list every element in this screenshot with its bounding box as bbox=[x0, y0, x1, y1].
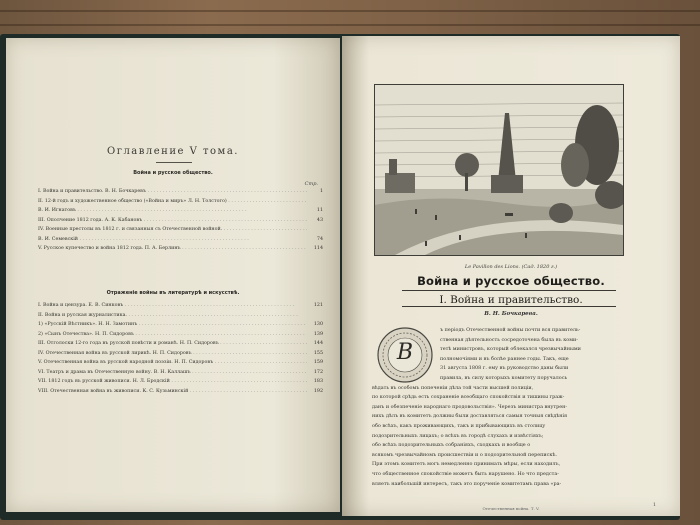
toc-entry-title: V. Русское купечество и война 1812 года. П. А. Берлинъ . . . bbox=[38, 245, 307, 253]
section-title: Отраженіе войны въ литературѣ и искусствѣ. bbox=[106, 290, 240, 296]
illustration-caption: Le Pavillon des Lions. (Сад. 1820 г.) bbox=[464, 264, 558, 270]
toc-entry-title: VII. 1812 годъ въ русской живописи. Н. Л. Бродскій . . . bbox=[38, 378, 307, 386]
right-page bbox=[342, 36, 680, 516]
body-text-line: ственная дѣятельность сосредоточена была въ коми- bbox=[440, 336, 578, 343]
toc-entry-page: 159 bbox=[313, 360, 323, 365]
wood-seam bbox=[0, 10, 700, 12]
toc-entry-page: 155 bbox=[313, 350, 323, 356]
toc-row bbox=[38, 236, 323, 244]
section-title: Война и русское общество. bbox=[133, 170, 213, 176]
main-title: Война и русское общество. bbox=[417, 274, 605, 288]
toc-entry-page: 130 bbox=[313, 322, 323, 327]
chapter-title: I. Война и правительство. bbox=[439, 294, 583, 306]
toc-row bbox=[38, 226, 323, 234]
ornament-rule bbox=[402, 306, 616, 307]
body-text-line: 31 августа 1808 г. ему въ руководство даны были bbox=[440, 365, 569, 372]
toc-entry-title: 2) «Сынъ Отечества». Н. П. Сидоровъ . . . bbox=[38, 331, 307, 339]
toc-title: Оглавление V тома. bbox=[107, 146, 239, 157]
toc-entry-page: 144 bbox=[313, 341, 323, 346]
body-text-line: подозрительныхъ лицахъ; о всѣхъ въ городѣ слухахъ и извѣстіяхъ; bbox=[372, 432, 544, 439]
toc-entry-title: VIII. Отечественная война въ живописи. К. С. Кузьминскій . . . bbox=[38, 388, 307, 396]
toc-entry-title: VI. Театръ и драма въ Отечественную войну. В. Н. Каллашъ . . . bbox=[38, 369, 307, 377]
body-text-line: обо всѣхъ, какъ проживающихъ, такъ и прибывающихъ въ столицу bbox=[372, 423, 546, 429]
body-text-line: данъ и обезпеченіе народнаго продовольствія». Черезъ министра внутрен- bbox=[372, 403, 568, 410]
toc-row bbox=[38, 245, 323, 253]
toc-entry-page: 183 bbox=[313, 379, 323, 384]
toc-row bbox=[38, 340, 323, 348]
toc-entry-page: 43 bbox=[316, 217, 323, 223]
chapter-author: В. Н. Бочкарева. bbox=[484, 311, 538, 317]
toc-entry-title: II. 12-й годъ и художественное общество («Война и миръ» Л. Н. Толстого) . . . bbox=[38, 198, 307, 206]
body-text-line: ъ періодъ Отечественной войны почти вся правитель- bbox=[440, 327, 581, 333]
toc-entry-title: В. И. Семевскій . . . bbox=[38, 236, 307, 244]
toc-entry-page: 114 bbox=[313, 246, 323, 251]
initial-letter: В bbox=[396, 340, 414, 365]
toc-row bbox=[38, 321, 323, 329]
toc-row bbox=[38, 359, 323, 367]
body-text-line: При этомъ комитетъ могъ немедленно принимать мѣры, если находилъ, bbox=[372, 461, 561, 468]
toc-entry-page: 192 bbox=[313, 388, 323, 394]
toc-entry-title: IV. Отечественная война въ русской лирикѣ. Н. П. Сидоровъ . . . bbox=[38, 350, 307, 358]
toc-entry-page: 74 bbox=[316, 236, 323, 242]
toc-entry-title: III. Отголоски 12-го года въ русской повѣсти и романѣ. Н. П. Сидоровъ . . . bbox=[38, 340, 307, 348]
body-text-line: правила, въ силу которыхъ комитету поручалось bbox=[440, 375, 568, 381]
toc-row bbox=[38, 369, 323, 377]
ornament-rule bbox=[402, 290, 616, 291]
page-column-label: Стр. bbox=[304, 181, 318, 187]
park-scene-icon bbox=[375, 85, 623, 255]
toc-entry-page: 172 bbox=[313, 369, 323, 375]
toc-entry-page: 1 bbox=[319, 189, 323, 194]
title-rule bbox=[156, 162, 192, 163]
toc-entry-title: II. Война и русская журналистика. . . . bbox=[38, 312, 307, 320]
toc-entry-page: 139 bbox=[313, 331, 323, 337]
toc-entry-title: IV. Военные престолы въ 1812 г. и связанныя съ Отечественной войной. . . . bbox=[38, 226, 307, 234]
left-page bbox=[6, 38, 340, 512]
toc-row bbox=[38, 188, 323, 196]
toc-entry-page: 121 bbox=[313, 303, 323, 308]
body-text-line: нихъ дѣлъ въ комитетъ должны были доставляться самыя точныя свѣдѣнія bbox=[372, 413, 568, 420]
body-text-line: полномочіями и въ болѣе раннее годы. Такъ, еще bbox=[440, 355, 569, 362]
body-text-line: обо всѣхъ подозрительныхъ собраніяхъ, сходкахъ и вообще о bbox=[372, 442, 531, 449]
body-text-line: всякомъ чрезвычайномъ происшествіи и о подозрительной перепискѣ. bbox=[372, 451, 557, 458]
page-footer: Отечественная война. Т. V. bbox=[482, 506, 540, 511]
toc-row bbox=[38, 388, 323, 396]
body-text-line: вляетъ наибольшій интересъ, такъ это порученіе комитетамъ права «ра- bbox=[372, 480, 562, 487]
toc-row bbox=[38, 198, 323, 206]
wood-seam bbox=[0, 24, 700, 26]
toc-row bbox=[38, 302, 323, 310]
toc-row bbox=[38, 350, 323, 358]
toc-row bbox=[38, 207, 323, 215]
body-text-line: что общественное спокойствіе можетъ быть нарушено. Но что предста- bbox=[372, 471, 559, 477]
toc-entry-title: В. И. Игнатовъ . . . bbox=[38, 207, 307, 215]
toc-entry-page: 11 bbox=[316, 208, 323, 213]
body-text-line: вѣдать въ особомъ попеченіи дѣла той части высшей полиціи, bbox=[372, 384, 534, 391]
toc-row bbox=[38, 312, 323, 320]
toc-entry-title: V. Отечественная война въ русской народной поэзіи. Н. П. Сидоровъ . . . bbox=[38, 359, 307, 367]
toc-row bbox=[38, 378, 323, 386]
toc-row bbox=[38, 331, 323, 339]
engraving-illustration bbox=[374, 84, 624, 256]
toc-entry-title: III. Ополчение 1812 года. А. К. Кабановъ . . . bbox=[38, 217, 307, 225]
toc-entry-title: I. Война и правительство. В. Н. Бочкаревъ . . . bbox=[38, 188, 307, 196]
page-number: 1 bbox=[652, 502, 656, 508]
body-text-line: по которой срѣдь есть сохраненіе всеобщаго спокойствія и тишины граж- bbox=[372, 394, 565, 401]
toc-entry-title: 1) «Русскій Вѣстникъ». Н. Н. Замотинъ . . . bbox=[38, 321, 307, 329]
decorated-initial bbox=[376, 326, 434, 384]
toc-row bbox=[38, 217, 323, 225]
body-text-line: тетѣ министровъ, который облекался чрезвычайными bbox=[440, 346, 581, 353]
toc-entry-title: I. Война и цензура. Е. В. Синковъ . . . bbox=[38, 302, 307, 310]
